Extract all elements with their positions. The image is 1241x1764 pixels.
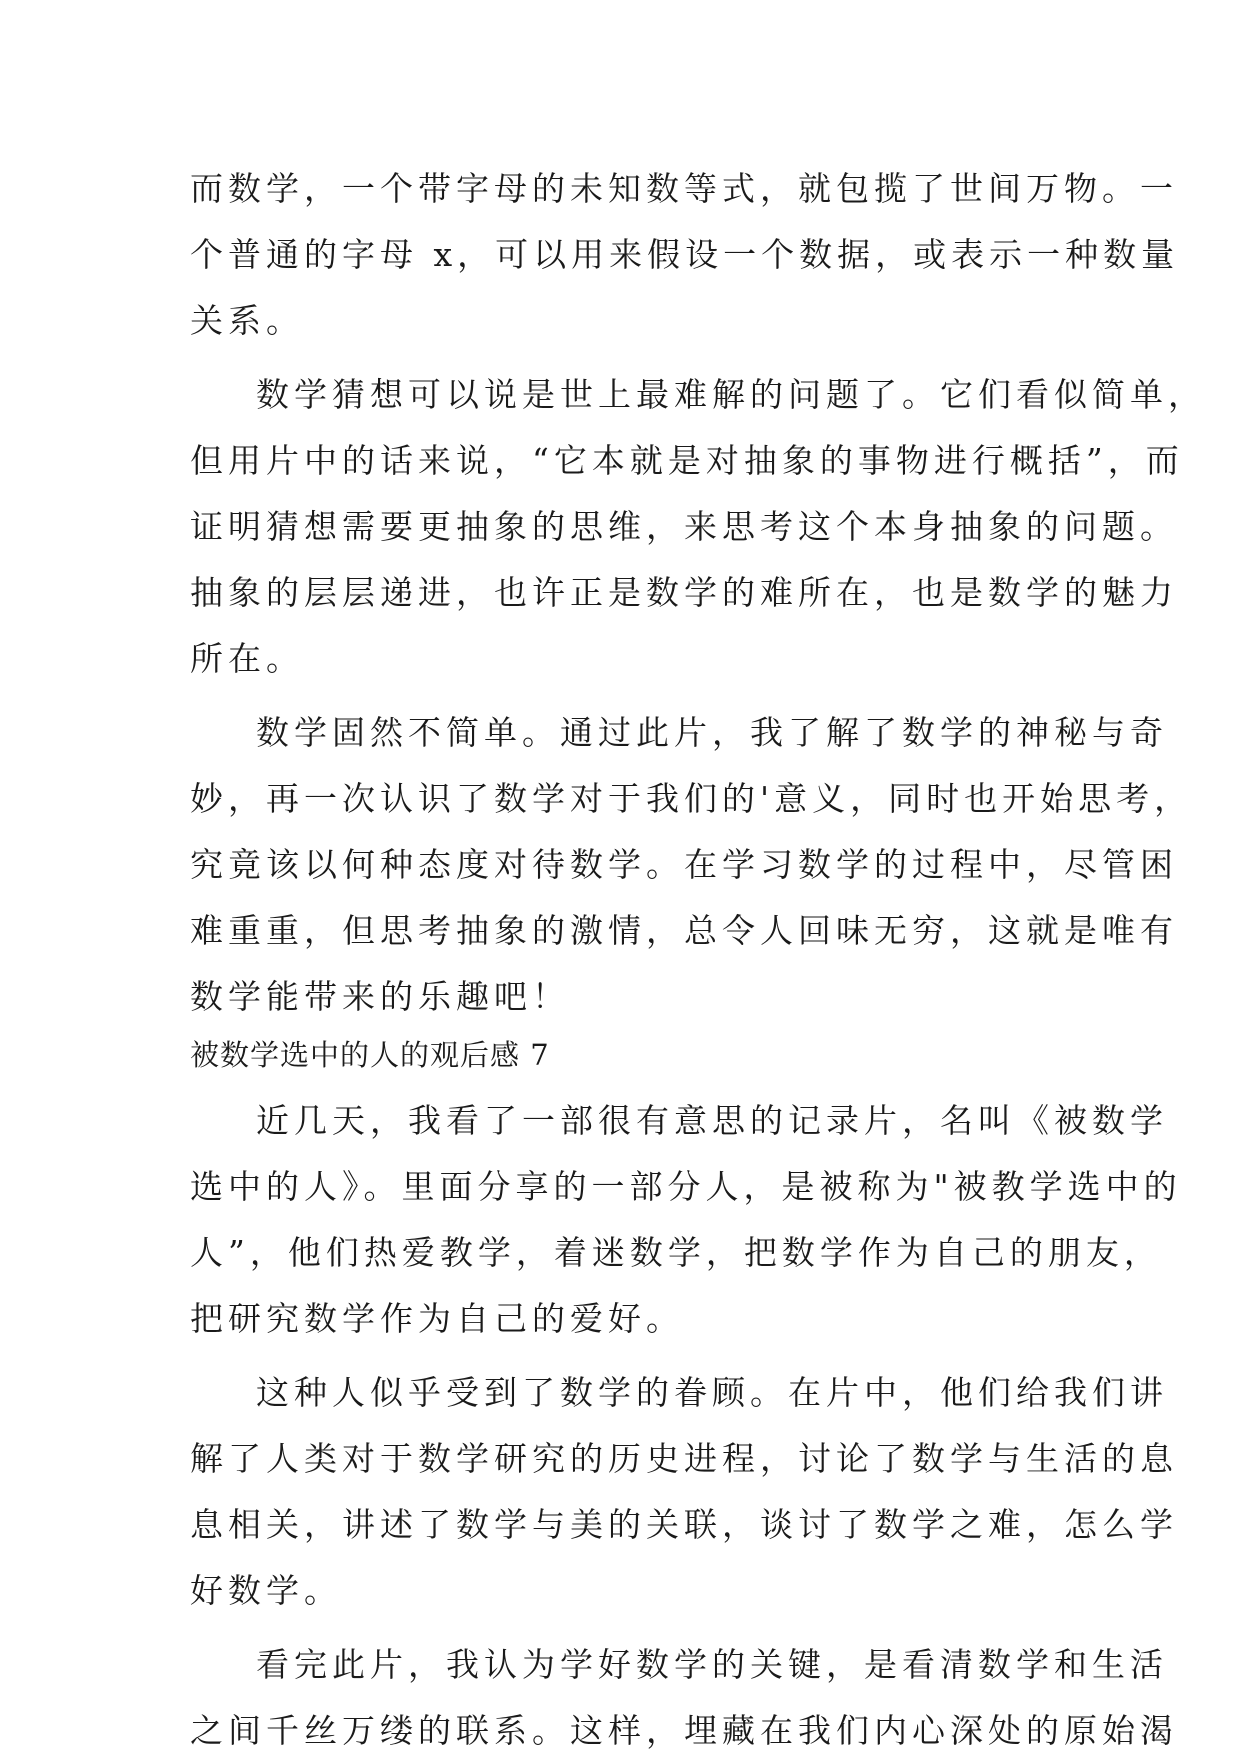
text-line: 关系。 [190,301,304,340]
text-line: 看完此片，我认为学好数学的关键，是看清数学和生活 [256,1645,1168,1684]
text-line: 妙，再一次认识了数学对于我们的'意义，同时也开始思考， [190,779,1193,818]
text-line: 究竟该以何种态度对待数学。在学习数学的过程中，尽管困 [190,845,1178,884]
text-line: 所在。 [190,639,304,678]
text-line: 把研究数学作为自己的爱好。 [190,1299,684,1338]
text-line: 而数学，一个带字母的未知数等式，就包揽了世间万物。一 [190,169,1178,208]
text-line: 近几天，我看了一部很有意思的记录片，名叫《被数学 [256,1101,1168,1140]
paragraph-4 [190,1088,1182,1352]
text-line: 解了人类对于数学研究的历史进程，讨论了数学与生活的息 [190,1439,1178,1478]
text-line: 人”，他们热爱教学，着迷数学，把数学作为自己的朋友， [190,1233,1162,1272]
text-line: 息相关，讲述了数学与美的关联，谈讨了数学之难，怎么学 [190,1505,1178,1544]
paragraph-6 [190,1632,1178,1764]
text-line: 个普通的字母 x，可以用来假设一个数据，或表示一种数量 [190,235,1180,274]
paragraph-1 [190,156,1180,354]
text-line: 之间千丝万缕的联系。这样，埋藏在我们内心深处的原始渴 [190,1711,1178,1750]
text-line: 数学能带来的乐趣吧！ [190,977,570,1016]
text-line: 但用片中的话来说，“它本就是对抽象的事物进行概括”，而 [190,441,1184,480]
text-line: 好数学。 [190,1571,342,1610]
text-line: 数学固然不简单。通过此片，我了解了数学的神秘与奇 [256,713,1168,752]
document-body [190,156,1206,1764]
section-title: 被数学选中的人的观后感 7 [190,1038,550,1072]
paragraph-2 [190,362,1206,692]
text-line: 选中的人》。里面分享的一部分人，是被称为"被教学选中的 [190,1167,1182,1206]
text-line: 证明猜想需要更抽象的思维，来思考这个本身抽象的问题。 [190,507,1178,546]
text-line: 难重重，但思考抽象的激情，总令人回味无穷，这就是唯有 [190,911,1178,950]
text-line: 抽象的层层递进，也许正是数学的难所在，也是数学的魅力 [190,573,1178,612]
paragraph-5 [190,1360,1178,1624]
text-line: 数学猜想可以说是世上最难解的问题了。它们看似简单， [256,375,1206,414]
paragraph-3 [190,700,1193,1030]
text-line: 这种人似乎受到了数学的眷顾。在片中，他们给我们讲 [256,1373,1168,1412]
